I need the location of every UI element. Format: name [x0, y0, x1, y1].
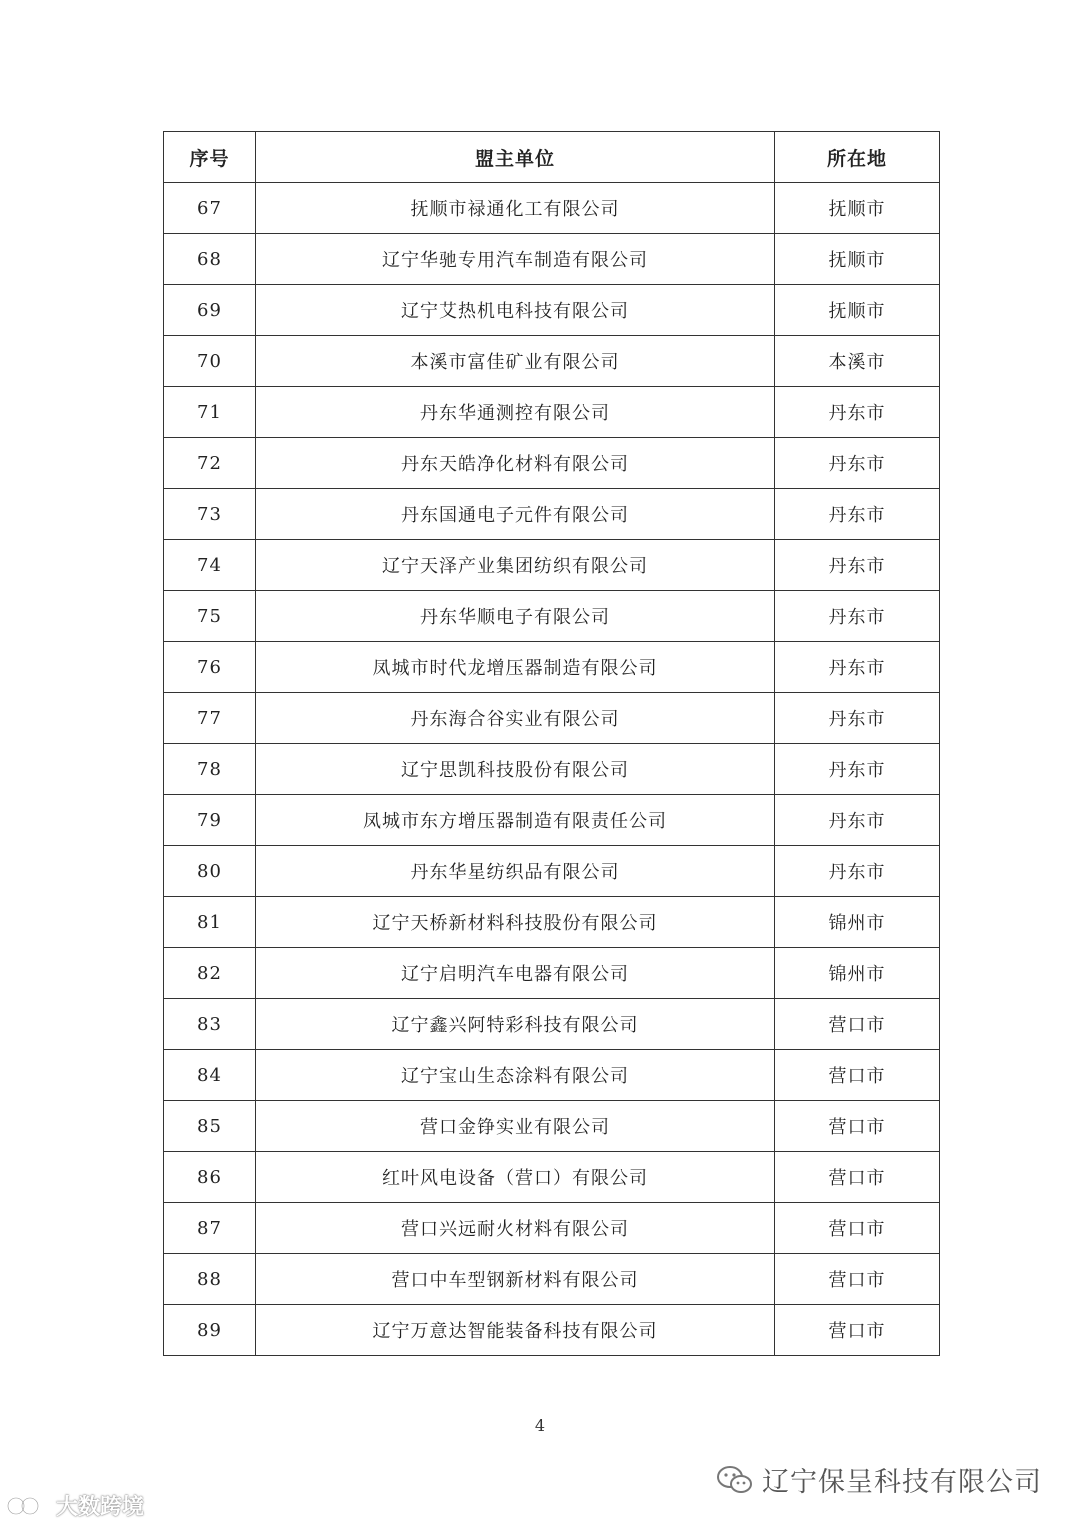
cell-location: 丹东市	[775, 489, 940, 540]
header-unit: 盟主单位	[256, 132, 775, 183]
cell-location: 丹东市	[775, 438, 940, 489]
cell-location: 丹东市	[775, 693, 940, 744]
cell-no: 83	[164, 999, 256, 1050]
cell-no: 88	[164, 1254, 256, 1305]
cell-unit: 丹东华星纺织品有限公司	[256, 846, 775, 897]
cell-unit: 辽宁天泽产业集团纺织有限公司	[256, 540, 775, 591]
table-row	[164, 183, 940, 234]
table-row	[164, 1254, 940, 1305]
cell-unit: 辽宁思凯科技股份有限公司	[256, 744, 775, 795]
cell-no: 71	[164, 387, 256, 438]
table-row	[164, 387, 940, 438]
cell-unit: 丹东国通电子元件有限公司	[256, 489, 775, 540]
table-row	[164, 999, 940, 1050]
table-row	[164, 540, 940, 591]
table-row	[164, 1152, 940, 1203]
cell-no: 82	[164, 948, 256, 999]
cell-no: 85	[164, 1101, 256, 1152]
cell-unit: 辽宁万意达智能装备科技有限公司	[256, 1305, 775, 1356]
cell-unit: 辽宁艾热机电科技有限公司	[256, 285, 775, 336]
cell-unit: 丹东天皓净化材料有限公司	[256, 438, 775, 489]
table-row	[164, 1203, 940, 1254]
cell-no: 70	[164, 336, 256, 387]
header-location: 所在地	[775, 132, 940, 183]
table-header-row	[164, 132, 940, 183]
cell-location: 营口市	[775, 1152, 940, 1203]
cell-location: 丹东市	[775, 795, 940, 846]
wechat-icon	[716, 1464, 754, 1496]
cell-no: 81	[164, 897, 256, 948]
cell-location: 抚顺市	[775, 183, 940, 234]
cell-location: 本溪市	[775, 336, 940, 387]
cell-unit: 凤城市时代龙增压器制造有限公司	[256, 642, 775, 693]
cell-location: 锦州市	[775, 948, 940, 999]
cell-no: 72	[164, 438, 256, 489]
table-row	[164, 438, 940, 489]
cell-no: 67	[164, 183, 256, 234]
cell-location: 抚顺市	[775, 234, 940, 285]
cell-location: 营口市	[775, 1050, 940, 1101]
cell-unit: 红叶风电设备（营口）有限公司	[256, 1152, 775, 1203]
cell-unit: 丹东海合谷实业有限公司	[256, 693, 775, 744]
table-row	[164, 336, 940, 387]
cell-unit: 辽宁天桥新材料科技股份有限公司	[256, 897, 775, 948]
cell-no: 73	[164, 489, 256, 540]
cell-location: 丹东市	[775, 591, 940, 642]
cell-no: 80	[164, 846, 256, 897]
cell-unit: 营口兴远耐火材料有限公司	[256, 1203, 775, 1254]
wechat-watermark	[716, 1460, 1042, 1499]
cell-location: 营口市	[775, 1101, 940, 1152]
cell-no: 75	[164, 591, 256, 642]
table-row	[164, 1305, 940, 1356]
cell-no: 78	[164, 744, 256, 795]
cell-unit: 营口中车型钢新材料有限公司	[256, 1254, 775, 1305]
cell-unit: 丹东华顺电子有限公司	[256, 591, 775, 642]
table-row	[164, 234, 940, 285]
cell-location: 丹东市	[775, 387, 940, 438]
page-number: 4	[534, 1416, 546, 1435]
dsj-logo-icon	[6, 1493, 50, 1519]
cell-unit: 本溪市富佳矿业有限公司	[256, 336, 775, 387]
header-no: 序号	[164, 132, 256, 183]
member-table	[163, 131, 940, 1356]
cell-no: 69	[164, 285, 256, 336]
table-row	[164, 948, 940, 999]
cell-location: 抚顺市	[775, 285, 940, 336]
cell-no: 79	[164, 795, 256, 846]
table-row	[164, 1101, 940, 1152]
cell-location: 营口市	[775, 999, 940, 1050]
cell-unit: 辽宁鑫兴阿特彩科技有限公司	[256, 999, 775, 1050]
cell-location: 营口市	[775, 1203, 940, 1254]
table-row	[164, 846, 940, 897]
dsj-watermark-text: 大数跨境	[56, 1495, 145, 1520]
cell-unit: 辽宁宝山生态涂料有限公司	[256, 1050, 775, 1101]
cell-location: 营口市	[775, 1305, 940, 1356]
cell-no: 76	[164, 642, 256, 693]
table-row	[164, 642, 940, 693]
cell-unit: 辽宁华驰专用汽车制造有限公司	[256, 234, 775, 285]
table-row	[164, 1050, 940, 1101]
table-row	[164, 795, 940, 846]
cell-no: 89	[164, 1305, 256, 1356]
cell-no: 86	[164, 1152, 256, 1203]
cell-no: 68	[164, 234, 256, 285]
cell-no: 74	[164, 540, 256, 591]
cell-unit: 凤城市东方增压器制造有限责任公司	[256, 795, 775, 846]
cell-no: 87	[164, 1203, 256, 1254]
cell-no: 77	[164, 693, 256, 744]
cell-location: 丹东市	[775, 642, 940, 693]
table-row	[164, 489, 940, 540]
cell-location: 丹东市	[775, 744, 940, 795]
table-row	[164, 744, 940, 795]
cell-location: 丹东市	[775, 540, 940, 591]
table-row	[164, 897, 940, 948]
table-row	[164, 285, 940, 336]
cell-no: 84	[164, 1050, 256, 1101]
cell-location: 营口市	[775, 1254, 940, 1305]
table-row	[164, 693, 940, 744]
cell-unit: 辽宁启明汽车电器有限公司	[256, 948, 775, 999]
table-row	[164, 591, 940, 642]
cell-unit: 抚顺市禄通化工有限公司	[256, 183, 775, 234]
cell-location: 丹东市	[775, 846, 940, 897]
cell-location: 锦州市	[775, 897, 940, 948]
dsj-watermark	[6, 1490, 144, 1521]
wechat-watermark-text: 辽宁保呈科技有限公司	[762, 1467, 1042, 1498]
cell-unit: 营口金铮实业有限公司	[256, 1101, 775, 1152]
cell-unit: 丹东华通测控有限公司	[256, 387, 775, 438]
